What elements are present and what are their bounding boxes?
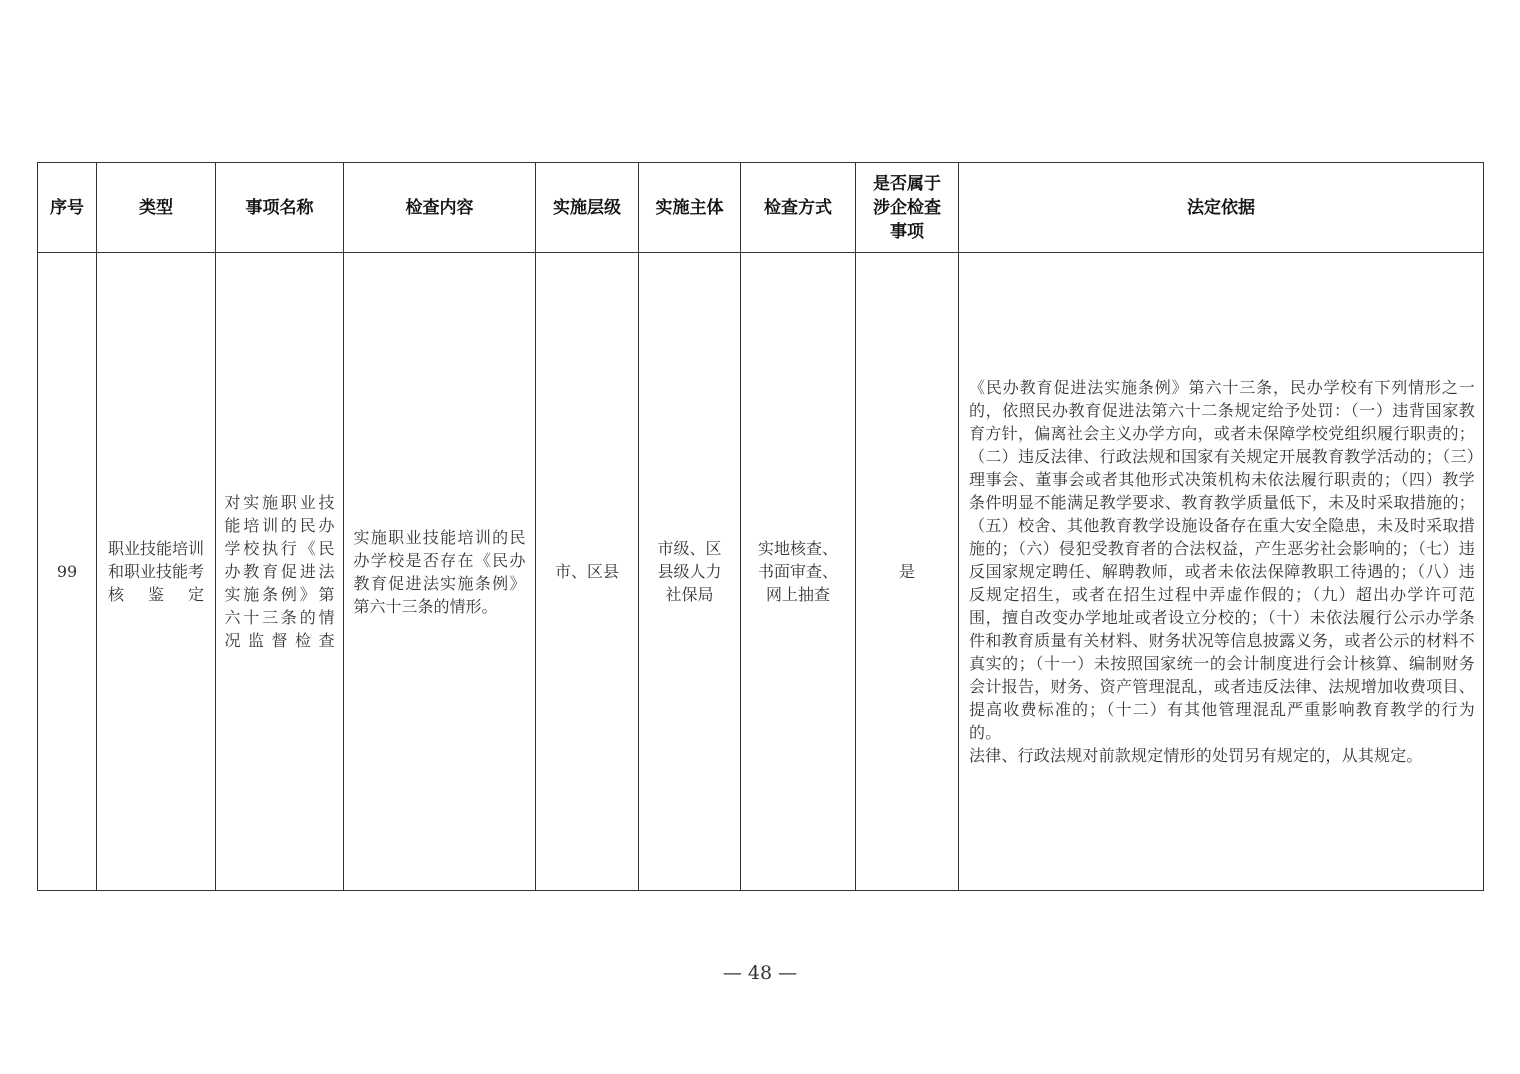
header-enterprise <box>856 163 959 253</box>
header-basis: 法定依据 <box>959 163 1484 253</box>
cell-item-name <box>216 253 344 891</box>
cell-item-name-text: 对实施职业技能培训的民办学校执行《民办教育促进法实施条例》第六十三条的情况监督检查 <box>224 493 335 650</box>
cell-method <box>741 253 856 891</box>
header-row <box>38 163 1484 253</box>
header-level: 实施层级 <box>536 163 639 253</box>
cell-subject <box>639 253 741 891</box>
table-header <box>38 163 1484 253</box>
cell-level: 市、区县 <box>536 253 639 891</box>
cell-basis <box>959 253 1484 891</box>
header-method: 检查方式 <box>741 163 856 253</box>
header-content: 检查内容 <box>344 163 536 253</box>
header-item-name: 事项名称 <box>216 163 344 253</box>
header-enterprise-text: 是否属于涉企检查事项 <box>873 173 941 242</box>
header-subject: 实施主体 <box>639 163 741 253</box>
basis-main-text: 《民办教育促进法实施条例》第六十三条，民办学校有下列情形之一的，依照民办教育促进法第六十二条规定给予处罚：（一）违背国家教育方针，偏离社会主义办学方向，或者未保障学校党组织履行职责的；（二）违反法律、行政法规和国家有关规定开展教育教学活动的；（三）理事会、董事会或者其他形式决策机构未依法履行职责的；（四）教学条件明显不能满足教学要求、教育教学质量低下，未及时采取措施的；（五）校舍、其他教育教学设施设备存在重大安全隐患，未及时采取措施的；（六）侵犯受教育者的合法权益，产生恶劣社会影响的；（七）违反国家规定聘任、解聘教师，或者未依法保障教职工待遇的；（八）违反规定招生，或者在招生过程中弄虚作假的；（九）超出办学许可范围，擅自改变办学地址或者设立分校的；（十）未依法履行公示办学条件和教育质量有关材料、财务状况等信息披露义务，或者公示的材料不真实的；（十一）未按照国家统一的会计制度进行会计核算、编制财务会计报告，财务、资产管理混乱，或者违反法律、法规增加收费项目、提高收费标准的；（十二）有其他管理混乱严重影响教育教学的行为的。 <box>969 378 1475 742</box>
cell-subject-text: 市级、区县级人力社保局 <box>657 539 722 604</box>
cell-type <box>97 253 216 891</box>
cell-enterprise: 是 <box>856 253 959 891</box>
cell-content-text: 实施职业技能培训的民办学校是否存在《民办教育促进法实施条例》第六十三条的情形。 <box>353 527 526 616</box>
inspection-table <box>37 162 1484 891</box>
table-row <box>38 253 1484 891</box>
header-type: 类型 <box>97 163 216 253</box>
header-seq: 序号 <box>38 163 97 253</box>
cell-method-text: 实地核查、书面审查、网上抽查 <box>757 539 838 604</box>
page-number: — 48 — <box>722 962 798 984</box>
cell-seq: 99 <box>38 253 97 891</box>
table-body <box>38 253 1484 891</box>
cell-type-text: 职业技能培训和职业技能考核鉴定 <box>108 539 205 604</box>
cell-content <box>344 253 536 891</box>
basis-extra-text: 法律、行政法规对前款规定情形的处罚另有规定的，从其规定。 <box>969 746 1423 765</box>
